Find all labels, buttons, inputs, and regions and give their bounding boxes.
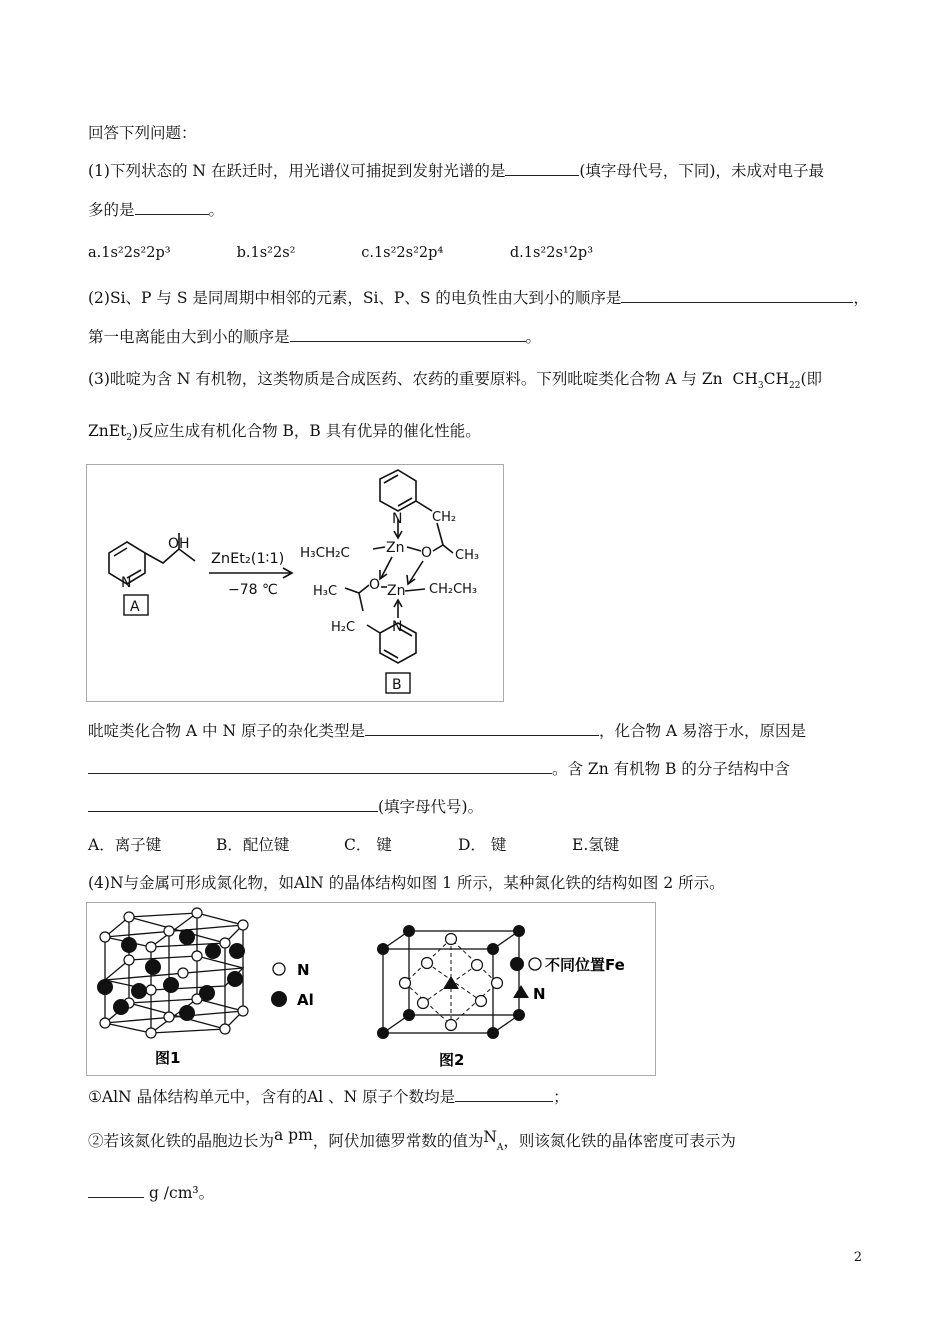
compound-b-label: B bbox=[392, 677, 402, 693]
q3-choices bbox=[88, 834, 619, 856]
page-number: 2 bbox=[853, 1250, 862, 1265]
h3cch2-label: H₃CH₂C bbox=[300, 545, 350, 561]
option-a: a.1s²2s²2p³ bbox=[88, 245, 171, 261]
option-c: c.1s²2s²2p⁴ bbox=[361, 245, 444, 261]
answer-blank-2[interactable] bbox=[135, 200, 209, 215]
q1-line2: 多的是 。 bbox=[88, 201, 225, 219]
legend-fe-label: 不同位置Fe bbox=[545, 956, 625, 974]
option-b: b.1s²2s² bbox=[236, 245, 296, 261]
q2-line2: 第一电离能由大到小的顺序是 。 bbox=[88, 328, 542, 346]
choice-d: D． 键 bbox=[458, 836, 507, 854]
legend-n-triangle bbox=[513, 985, 529, 998]
q4-sub2-answer: g /cm³。 bbox=[88, 1182, 214, 1204]
nitrogen-triangle bbox=[443, 976, 459, 989]
q3-line5: (填字母代号)。 bbox=[88, 796, 483, 818]
legend-fe-open bbox=[529, 958, 541, 970]
figure2-caption: 图2 bbox=[439, 1051, 465, 1069]
q4-sub1: ①AlN 晶体结构单元中，含有的Al 、N 原子个数均是 ； bbox=[88, 1088, 569, 1106]
reaction-scheme-svg bbox=[87, 465, 503, 701]
compound-a-label: A bbox=[130, 599, 140, 615]
answer-blank-1[interactable] bbox=[505, 161, 579, 176]
q4-sub2: ②若该氮化铁的晶胞边长为a pm，阿伏加德罗常数的值为$N_A$，则该氮化铁的晶体密度可表示为 bbox=[88, 1126, 736, 1154]
o-bottom-label: O bbox=[369, 577, 381, 593]
oh-label: OH bbox=[168, 536, 190, 552]
reaction-scheme-figure bbox=[86, 464, 504, 702]
atom-n-b-top: N bbox=[392, 511, 403, 527]
answer-blank-9[interactable] bbox=[88, 1183, 144, 1198]
o-top-label: O bbox=[421, 545, 433, 561]
q3-line2: ZnEt$_2$)反应生成有机化合物 B，B 具有优异的催化性能。 bbox=[88, 422, 481, 444]
choice-c: C． 键 bbox=[344, 836, 392, 854]
pyridine-ring-b-top bbox=[380, 470, 416, 511]
q3-line3: 吡啶类化合物 A 中 N 原子的杂化类型是 ，化合物 A 易溶于水，原因是 bbox=[88, 722, 807, 740]
legend-fe-solid bbox=[510, 957, 524, 971]
h2c-label: H₂C bbox=[331, 620, 356, 635]
answer-blank-3[interactable] bbox=[621, 288, 853, 303]
temperature-label: −78 ℃ bbox=[228, 582, 278, 598]
atom-n-a: N bbox=[121, 575, 132, 591]
legend-n-circle bbox=[273, 963, 285, 975]
q1-options bbox=[88, 242, 627, 264]
atom-n-b-bottom: N bbox=[392, 619, 403, 635]
answer-blank-4[interactable] bbox=[290, 327, 526, 342]
option-d: d.1s²2s¹2p³ bbox=[509, 245, 594, 261]
figure1-caption: 图1 bbox=[155, 1049, 181, 1067]
ch2-top-label: CH₂ bbox=[432, 510, 457, 525]
legend-n-label: N bbox=[297, 961, 310, 979]
legend-al-circle bbox=[271, 991, 287, 1007]
legend-n2-label: N bbox=[533, 985, 546, 1003]
q1-line1: (1)下列状态的 N 在跃迁时，用光谱仪可捕捉到发射光谱的是 (填字母代号，下同)，未成对电子最 bbox=[88, 162, 824, 180]
q3-line1: (3)吡啶为含 N 有机物，这类物质是合成医药、农药的重要原料。下列吡啶类化合物 A 与 Zn $CH_3CH_{22}$(即 bbox=[88, 370, 823, 392]
h3c-label: H₃C bbox=[313, 584, 338, 599]
answer-blank-6[interactable] bbox=[88, 759, 552, 774]
zn-bottom-label: Zn bbox=[387, 583, 406, 599]
answer-blank-5[interactable] bbox=[365, 721, 599, 736]
legend-al-label: Al bbox=[297, 991, 314, 1009]
ch2ch3-label: CH₂CH₃ bbox=[429, 582, 478, 597]
crystal-structure-figure bbox=[86, 902, 656, 1076]
answer-blank-8[interactable] bbox=[455, 1087, 553, 1102]
choice-a: A．离子键 bbox=[88, 836, 162, 854]
ch3-top-label: CH₃ bbox=[455, 548, 480, 563]
zn-top-label: Zn bbox=[386, 540, 405, 556]
intro-text: 回答下列问题： bbox=[88, 124, 197, 142]
q4-line1: (4)N与金属可形成氮化物，如AlN 的晶体结构如图 1 所示，某种氮化铁的结构如图 2 所示。 bbox=[88, 874, 725, 892]
choice-b: B．配位键 bbox=[216, 836, 290, 854]
answer-blank-7[interactable] bbox=[88, 797, 378, 812]
reagent-label: ZnEt₂(1∶1) bbox=[211, 551, 285, 567]
choice-e: E.氢键 bbox=[572, 836, 620, 854]
q2-line1: (2)Si、P 与 S 是同周期中相邻的元素，Si、P、S 的电负性由大到小的顺序是 ， bbox=[88, 289, 869, 307]
q3-line4: 。含 Zn 有机物 B 的分子结构中含 bbox=[88, 758, 790, 780]
crystal-structure-svg bbox=[87, 903, 655, 1075]
